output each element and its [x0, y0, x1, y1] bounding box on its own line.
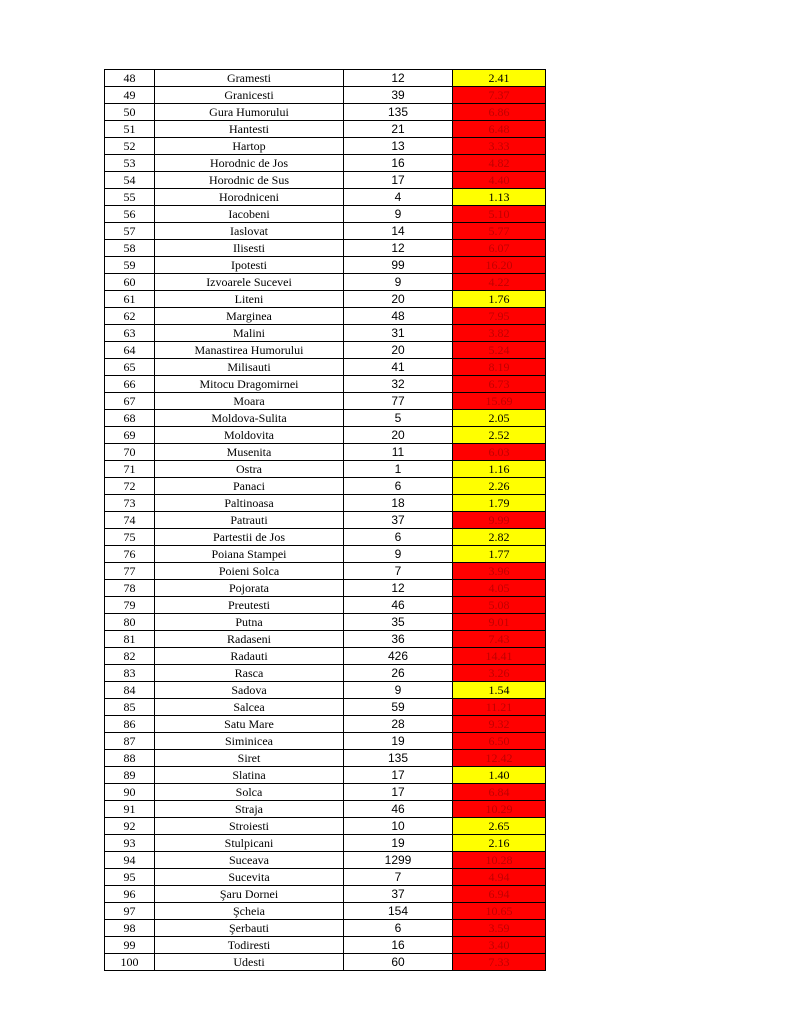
rate-cell: 3.96: [453, 563, 546, 580]
count-cell: 13: [344, 138, 453, 155]
row-index-cell: 50: [105, 104, 155, 121]
locality-name-cell: Solca: [155, 784, 344, 801]
table-row: [105, 784, 546, 801]
count-cell: 36: [344, 631, 453, 648]
rate-cell: 6.03: [453, 444, 546, 461]
locality-name-cell: Gura Humorului: [155, 104, 344, 121]
row-index-cell: 74: [105, 512, 155, 529]
table-row: [105, 835, 546, 852]
row-index-cell: 94: [105, 852, 155, 869]
locality-name-cell: Marginea: [155, 308, 344, 325]
locality-name-cell: Iacobeni: [155, 206, 344, 223]
table-body: [105, 70, 546, 971]
locality-name-cell: Moldovita: [155, 427, 344, 444]
rate-cell: 6.48: [453, 121, 546, 138]
count-cell: 60: [344, 954, 453, 971]
locality-name-cell: Pojorata: [155, 580, 344, 597]
row-index-cell: 90: [105, 784, 155, 801]
table-row: [105, 937, 546, 954]
count-cell: 11: [344, 444, 453, 461]
locality-name-cell: Liteni: [155, 291, 344, 308]
table-row: [105, 648, 546, 665]
locality-name-cell: Ilisesti: [155, 240, 344, 257]
count-cell: 18: [344, 495, 453, 512]
locality-name-cell: Poiana Stampei: [155, 546, 344, 563]
rate-cell: 1.76: [453, 291, 546, 308]
locality-name-cell: Panaci: [155, 478, 344, 495]
count-cell: 35: [344, 614, 453, 631]
locality-name-cell: Stulpicani: [155, 835, 344, 852]
table-row: [105, 308, 546, 325]
count-cell: 20: [344, 427, 453, 444]
table-row: [105, 631, 546, 648]
rate-cell: 5.24: [453, 342, 546, 359]
table-row: [105, 325, 546, 342]
count-cell: 12: [344, 580, 453, 597]
count-cell: 31: [344, 325, 453, 342]
row-index-cell: 76: [105, 546, 155, 563]
table-row: [105, 495, 546, 512]
count-cell: 20: [344, 342, 453, 359]
rate-cell: 1.16: [453, 461, 546, 478]
row-index-cell: 55: [105, 189, 155, 206]
locality-name-cell: Milisauti: [155, 359, 344, 376]
locality-name-cell: Slatina: [155, 767, 344, 784]
locality-name-cell: Şerbauti: [155, 920, 344, 937]
locality-name-cell: Poieni Solca: [155, 563, 344, 580]
table-row: [105, 954, 546, 971]
table-row: [105, 461, 546, 478]
row-index-cell: 79: [105, 597, 155, 614]
table-row: [105, 104, 546, 121]
row-index-cell: 100: [105, 954, 155, 971]
count-cell: 16: [344, 937, 453, 954]
rate-cell: 1.13: [453, 189, 546, 206]
locality-name-cell: Preutesti: [155, 597, 344, 614]
locality-name-cell: Satu Mare: [155, 716, 344, 733]
table-row: [105, 206, 546, 223]
row-index-cell: 54: [105, 172, 155, 189]
row-index-cell: 59: [105, 257, 155, 274]
table-row: [105, 699, 546, 716]
row-index-cell: 77: [105, 563, 155, 580]
rate-cell: 14.41: [453, 648, 546, 665]
locality-name-cell: Sadova: [155, 682, 344, 699]
rate-cell: 15.69: [453, 393, 546, 410]
locality-name-cell: Straja: [155, 801, 344, 818]
row-index-cell: 65: [105, 359, 155, 376]
count-cell: 32: [344, 376, 453, 393]
count-cell: 37: [344, 512, 453, 529]
rate-cell: 9.01: [453, 614, 546, 631]
row-index-cell: 88: [105, 750, 155, 767]
table-row: [105, 818, 546, 835]
locality-name-cell: Moara: [155, 393, 344, 410]
row-index-cell: 63: [105, 325, 155, 342]
table-row: [105, 189, 546, 206]
row-index-cell: 48: [105, 70, 155, 87]
row-index-cell: 71: [105, 461, 155, 478]
locality-name-cell: Mitocu Dragomirnei: [155, 376, 344, 393]
table-row: [105, 665, 546, 682]
count-cell: 12: [344, 70, 453, 87]
count-cell: 37: [344, 886, 453, 903]
count-cell: 41: [344, 359, 453, 376]
locality-name-cell: Malini: [155, 325, 344, 342]
row-index-cell: 86: [105, 716, 155, 733]
rate-cell: 12.42: [453, 750, 546, 767]
table-row: [105, 291, 546, 308]
count-cell: 7: [344, 869, 453, 886]
count-cell: 28: [344, 716, 453, 733]
row-index-cell: 81: [105, 631, 155, 648]
table-row: [105, 801, 546, 818]
count-cell: 9: [344, 682, 453, 699]
table-row: [105, 529, 546, 546]
count-cell: 46: [344, 597, 453, 614]
count-cell: 1: [344, 461, 453, 478]
row-index-cell: 66: [105, 376, 155, 393]
row-index-cell: 52: [105, 138, 155, 155]
row-index-cell: 83: [105, 665, 155, 682]
table-row: [105, 512, 546, 529]
rate-cell: 2.82: [453, 529, 546, 546]
count-cell: 77: [344, 393, 453, 410]
row-index-cell: 61: [105, 291, 155, 308]
count-cell: 7: [344, 563, 453, 580]
locality-name-cell: Putna: [155, 614, 344, 631]
locality-name-cell: Moldova-Sulita: [155, 410, 344, 427]
rate-cell: 4.40: [453, 172, 546, 189]
row-index-cell: 93: [105, 835, 155, 852]
locality-name-cell: Stroiesti: [155, 818, 344, 835]
count-cell: 9: [344, 206, 453, 223]
table-row: [105, 716, 546, 733]
count-cell: 135: [344, 750, 453, 767]
table-row: [105, 427, 546, 444]
rate-cell: 7.43: [453, 631, 546, 648]
table-row: [105, 903, 546, 920]
rate-cell: 7.37: [453, 87, 546, 104]
rate-cell: 1.79: [453, 495, 546, 512]
row-index-cell: 75: [105, 529, 155, 546]
row-index-cell: 51: [105, 121, 155, 138]
rate-cell: 2.16: [453, 835, 546, 852]
table-row: [105, 121, 546, 138]
table-row: [105, 359, 546, 376]
row-index-cell: 82: [105, 648, 155, 665]
locality-name-cell: Siminicea: [155, 733, 344, 750]
row-index-cell: 49: [105, 87, 155, 104]
row-index-cell: 95: [105, 869, 155, 886]
row-index-cell: 58: [105, 240, 155, 257]
rate-cell: 10.29: [453, 801, 546, 818]
table-row: [105, 920, 546, 937]
table-row: [105, 257, 546, 274]
table-row: [105, 342, 546, 359]
table-row: [105, 240, 546, 257]
locality-name-cell: Paltinoasa: [155, 495, 344, 512]
locality-name-cell: Siret: [155, 750, 344, 767]
locality-name-cell: Horodniceni: [155, 189, 344, 206]
row-index-cell: 91: [105, 801, 155, 818]
count-cell: 19: [344, 835, 453, 852]
table-row: [105, 580, 546, 597]
locality-name-cell: Manastirea Humorului: [155, 342, 344, 359]
count-cell: 6: [344, 920, 453, 937]
table-row: [105, 444, 546, 461]
row-index-cell: 64: [105, 342, 155, 359]
table-row: [105, 87, 546, 104]
rate-cell: 11.21: [453, 699, 546, 716]
locality-name-cell: Rasca: [155, 665, 344, 682]
count-cell: 154: [344, 903, 453, 920]
rate-cell: 6.50: [453, 733, 546, 750]
locality-name-cell: Şcheia: [155, 903, 344, 920]
row-index-cell: 97: [105, 903, 155, 920]
rate-cell: 7.95: [453, 308, 546, 325]
count-cell: 10: [344, 818, 453, 835]
count-cell: 135: [344, 104, 453, 121]
rate-cell: 10.28: [453, 852, 546, 869]
locality-name-cell: Partestii de Jos: [155, 529, 344, 546]
rate-cell: 2.26: [453, 478, 546, 495]
count-cell: 9: [344, 274, 453, 291]
table-row: [105, 274, 546, 291]
count-cell: 46: [344, 801, 453, 818]
count-cell: 4: [344, 189, 453, 206]
rate-cell: 1.77: [453, 546, 546, 563]
table-row: [105, 614, 546, 631]
data-table: [104, 69, 546, 971]
row-index-cell: 73: [105, 495, 155, 512]
rate-cell: 3.82: [453, 325, 546, 342]
locality-name-cell: Granicesti: [155, 87, 344, 104]
row-index-cell: 96: [105, 886, 155, 903]
table-row: [105, 393, 546, 410]
row-index-cell: 62: [105, 308, 155, 325]
rate-cell: 9.32: [453, 716, 546, 733]
rate-cell: 1.40: [453, 767, 546, 784]
count-cell: 20: [344, 291, 453, 308]
locality-name-cell: Udesti: [155, 954, 344, 971]
locality-name-cell: Ipotesti: [155, 257, 344, 274]
rate-cell: 2.05: [453, 410, 546, 427]
table-row: [105, 886, 546, 903]
rate-cell: 4.94: [453, 869, 546, 886]
table-row: [105, 172, 546, 189]
locality-name-cell: Patrauti: [155, 512, 344, 529]
table-row: [105, 478, 546, 495]
count-cell: 21: [344, 121, 453, 138]
rate-cell: 3.26: [453, 665, 546, 682]
rate-cell: 6.07: [453, 240, 546, 257]
rate-cell: 5.77: [453, 223, 546, 240]
rate-cell: 3.40: [453, 937, 546, 954]
count-cell: 6: [344, 478, 453, 495]
row-index-cell: 68: [105, 410, 155, 427]
row-index-cell: 87: [105, 733, 155, 750]
rate-cell: 4.22: [453, 274, 546, 291]
row-index-cell: 98: [105, 920, 155, 937]
table-row: [105, 546, 546, 563]
locality-name-cell: Horodnic de Sus: [155, 172, 344, 189]
table-row: [105, 410, 546, 427]
table-row: [105, 733, 546, 750]
rate-cell: 2.65: [453, 818, 546, 835]
locality-name-cell: Radaseni: [155, 631, 344, 648]
locality-name-cell: Şaru Dornei: [155, 886, 344, 903]
row-index-cell: 92: [105, 818, 155, 835]
row-index-cell: 57: [105, 223, 155, 240]
rate-cell: 4.82: [453, 155, 546, 172]
rate-cell: 6.73: [453, 376, 546, 393]
count-cell: 6: [344, 529, 453, 546]
locality-name-cell: Hantesti: [155, 121, 344, 138]
locality-name-cell: Todiresti: [155, 937, 344, 954]
rate-cell: 8.19: [453, 359, 546, 376]
rate-cell: 16.20: [453, 257, 546, 274]
locality-name-cell: Gramesti: [155, 70, 344, 87]
rate-cell: 5.08: [453, 597, 546, 614]
locality-name-cell: Izvoarele Sucevei: [155, 274, 344, 291]
row-index-cell: 85: [105, 699, 155, 716]
count-cell: 19: [344, 733, 453, 750]
locality-name-cell: Sucevita: [155, 869, 344, 886]
rate-cell: 5.10: [453, 206, 546, 223]
table-row: [105, 869, 546, 886]
rate-cell: 2.41: [453, 70, 546, 87]
row-index-cell: 99: [105, 937, 155, 954]
locality-name-cell: Musenita: [155, 444, 344, 461]
table-row: [105, 767, 546, 784]
locality-name-cell: Iaslovat: [155, 223, 344, 240]
row-index-cell: 69: [105, 427, 155, 444]
count-cell: 17: [344, 784, 453, 801]
row-index-cell: 78: [105, 580, 155, 597]
table-row: [105, 70, 546, 87]
rate-cell: 4.05: [453, 580, 546, 597]
row-index-cell: 60: [105, 274, 155, 291]
locality-name-cell: Suceava: [155, 852, 344, 869]
rate-cell: 10.65: [453, 903, 546, 920]
rate-cell: 9.99: [453, 512, 546, 529]
table-row: [105, 376, 546, 393]
row-index-cell: 89: [105, 767, 155, 784]
count-cell: 14: [344, 223, 453, 240]
rate-cell: 2.52: [453, 427, 546, 444]
count-cell: 1299: [344, 852, 453, 869]
count-cell: 48: [344, 308, 453, 325]
count-cell: 59: [344, 699, 453, 716]
row-index-cell: 53: [105, 155, 155, 172]
table-row: [105, 223, 546, 240]
count-cell: 99: [344, 257, 453, 274]
row-index-cell: 67: [105, 393, 155, 410]
row-index-cell: 80: [105, 614, 155, 631]
row-index-cell: 56: [105, 206, 155, 223]
locality-name-cell: Radauti: [155, 648, 344, 665]
rate-cell: 3.33: [453, 138, 546, 155]
row-index-cell: 84: [105, 682, 155, 699]
rate-cell: 6.84: [453, 784, 546, 801]
table-row: [105, 597, 546, 614]
count-cell: 12: [344, 240, 453, 257]
rate-cell: 7.33: [453, 954, 546, 971]
row-index-cell: 70: [105, 444, 155, 461]
count-cell: 426: [344, 648, 453, 665]
count-cell: 9: [344, 546, 453, 563]
count-cell: 5: [344, 410, 453, 427]
locality-name-cell: Horodnic de Jos: [155, 155, 344, 172]
count-cell: 16: [344, 155, 453, 172]
rate-cell: 1.54: [453, 682, 546, 699]
table-row: [105, 852, 546, 869]
rate-cell: 6.94: [453, 886, 546, 903]
table-row: [105, 563, 546, 580]
locality-name-cell: Ostra: [155, 461, 344, 478]
count-cell: 26: [344, 665, 453, 682]
count-cell: 17: [344, 767, 453, 784]
table-row: [105, 750, 546, 767]
locality-name-cell: Salcea: [155, 699, 344, 716]
locality-name-cell: Hartop: [155, 138, 344, 155]
table-row: [105, 138, 546, 155]
table-row: [105, 155, 546, 172]
count-cell: 17: [344, 172, 453, 189]
table-row: [105, 682, 546, 699]
count-cell: 39: [344, 87, 453, 104]
rate-cell: 3.59: [453, 920, 546, 937]
rate-cell: 6.86: [453, 104, 546, 121]
row-index-cell: 72: [105, 478, 155, 495]
